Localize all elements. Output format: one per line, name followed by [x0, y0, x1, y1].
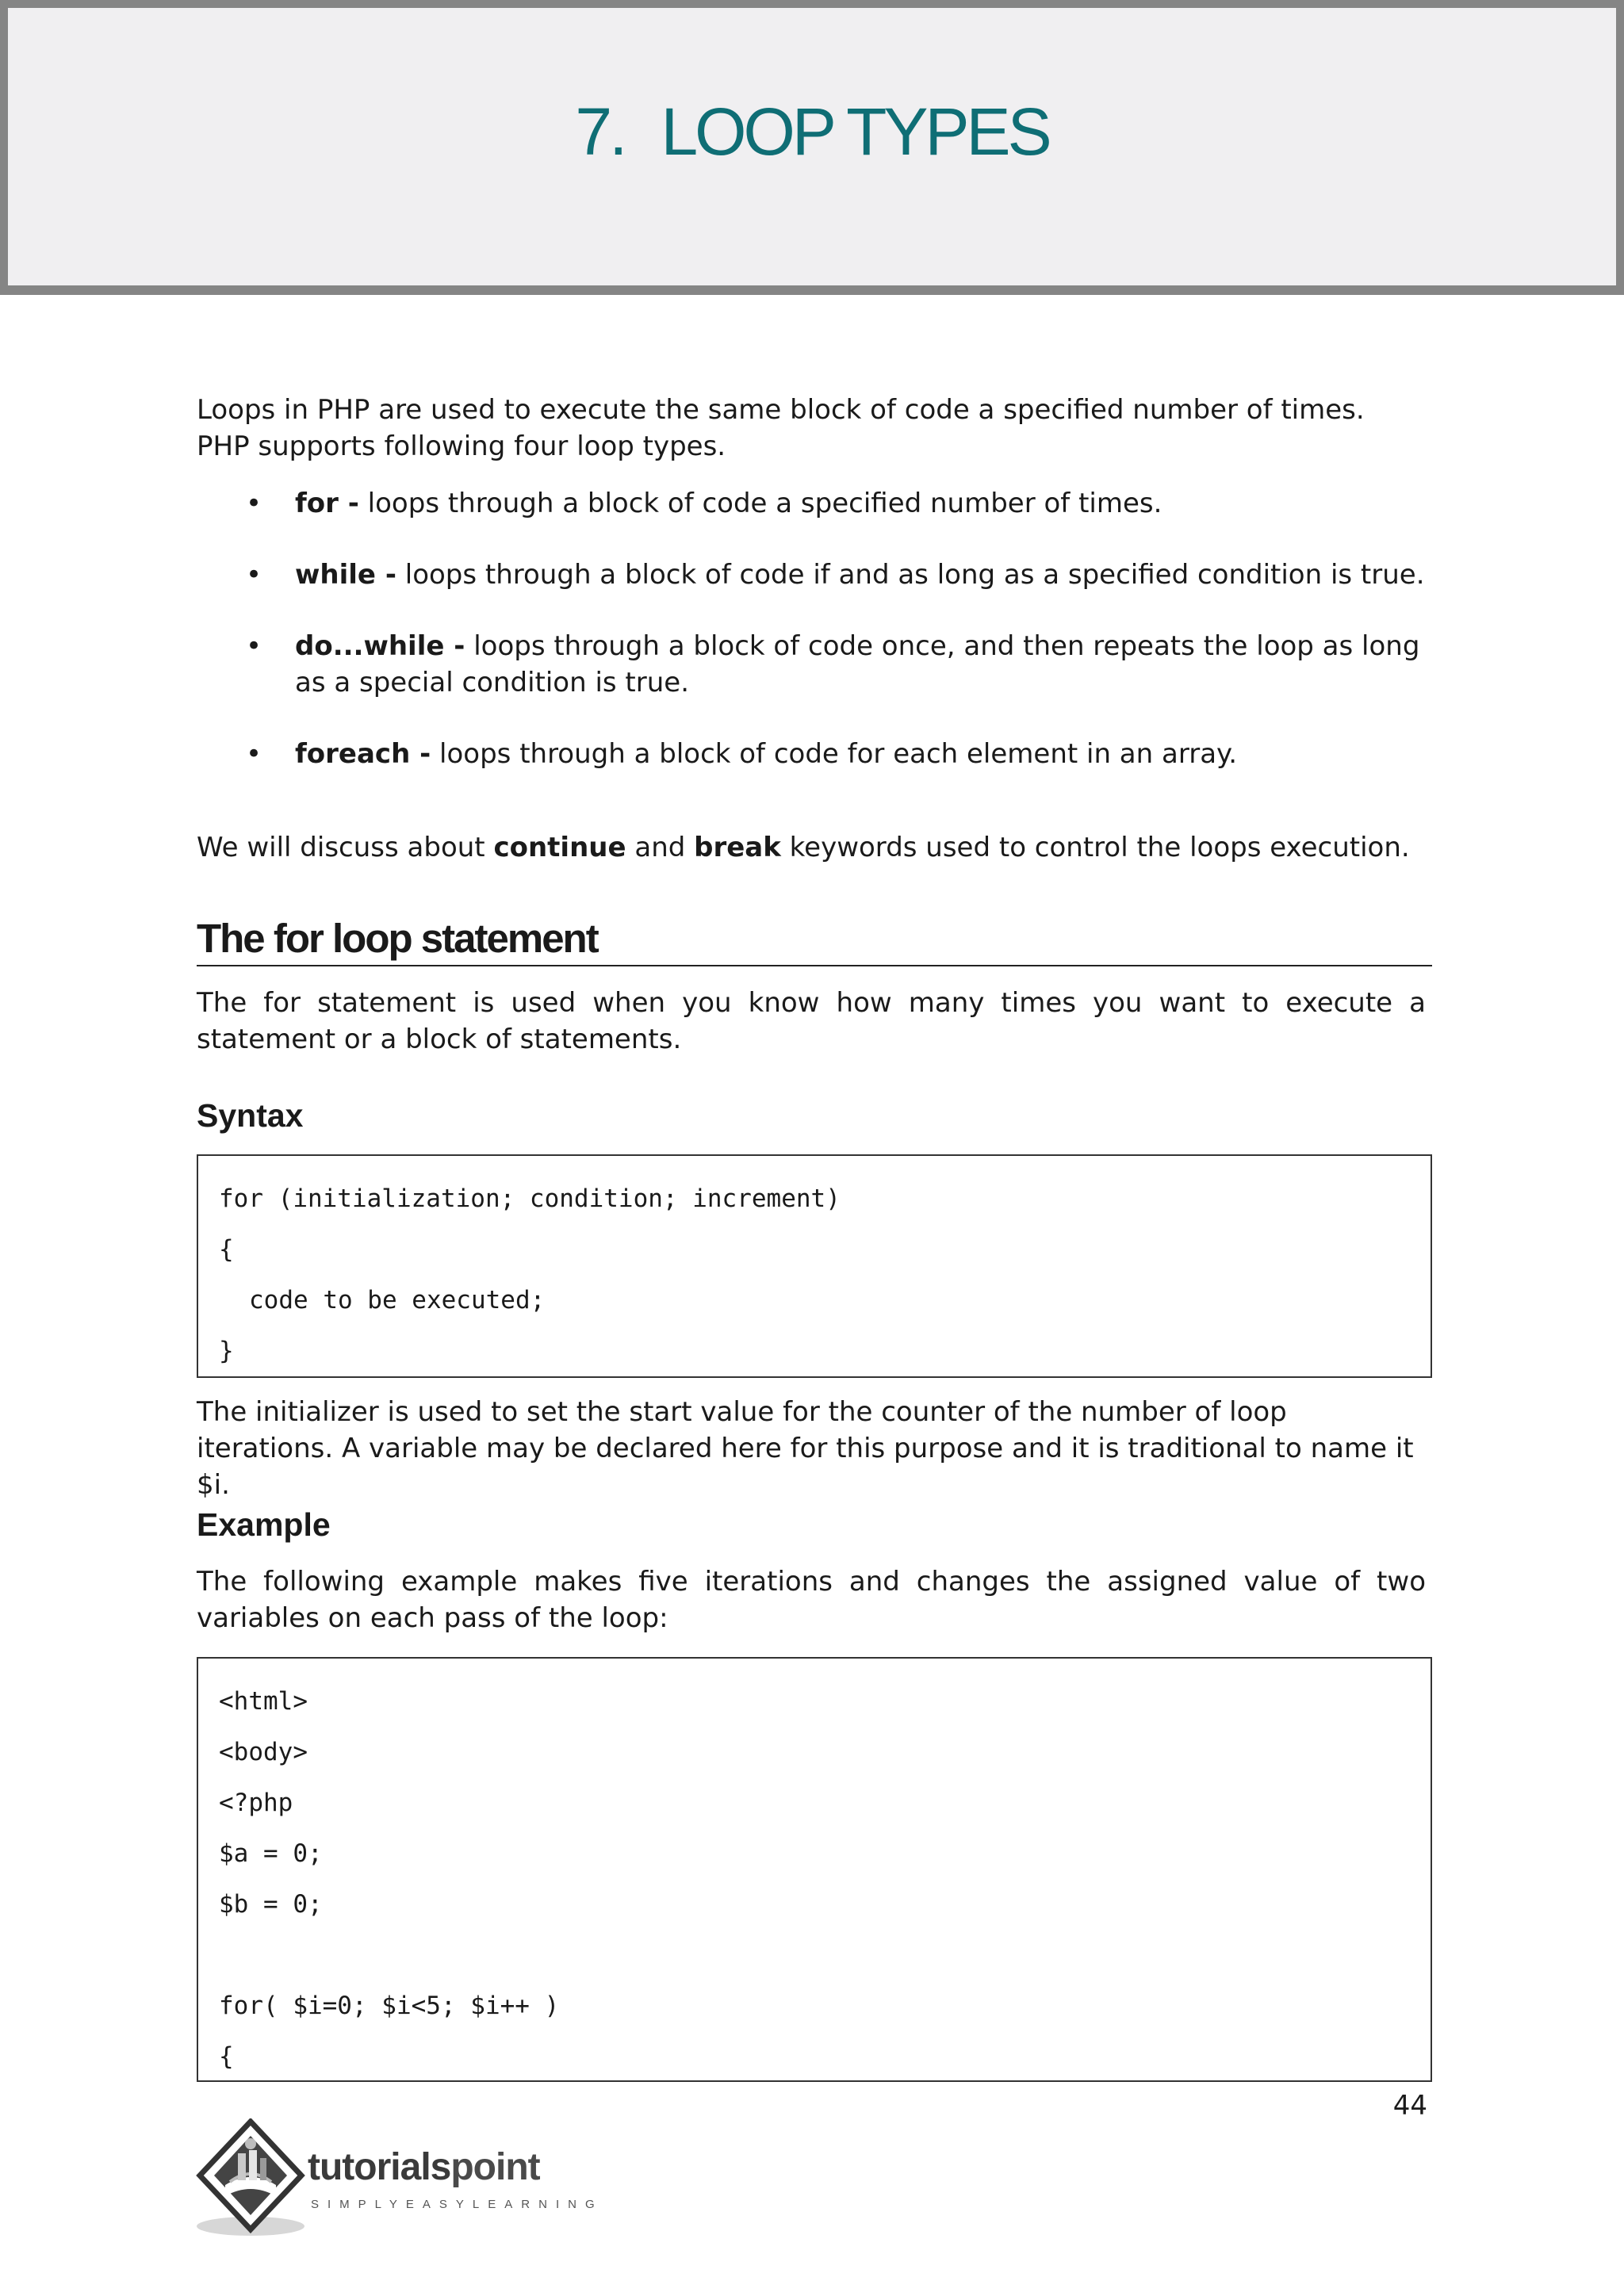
list-item-do-while: [197, 628, 1426, 701]
list-item-text: loops through a block of code for each element in an array.: [431, 738, 1238, 770]
chapter-title-text: LOOP TYPES: [661, 94, 1049, 169]
continue-keyword: continue: [493, 832, 626, 863]
text-span: keywords used to control the loops execution.: [780, 832, 1410, 863]
chapter-number: 7.: [575, 94, 625, 169]
list-item-text: loops through a block of code if and as long as a specified condition is true.: [396, 559, 1425, 591]
page-number: 44: [1392, 2090, 1427, 2122]
syntax-heading: Syntax: [197, 1097, 304, 1134]
code-line: for( $i=0; $i<5; $i++ ): [219, 1992, 560, 2020]
example-code-box: [197, 1657, 1432, 2082]
loop-types-list: [197, 485, 1426, 807]
keyword: foreach -: [295, 738, 431, 770]
code-line: $b = 0;: [219, 1890, 323, 1919]
syntax-code-box: [197, 1154, 1432, 1378]
section-heading: The for loop statement: [197, 915, 1432, 966]
example-description: The following example makes five iterations and changes the assigned value of two variables on each pass of the loop:: [197, 1566, 1426, 1634]
code-line: [219, 1930, 1410, 1980]
chapter-banner: [0, 0, 1624, 295]
logo-word-main: tutorials: [308, 2146, 451, 2188]
logo-wordmark: [308, 2145, 540, 2189]
keyword: while -: [295, 559, 396, 591]
for-description: The for statement is used when you know how many times you want to execute a statement or a block of statements.: [197, 987, 1426, 1055]
list-item-for: [197, 485, 1426, 522]
logo-diamond-icon: [195, 2118, 306, 2245]
code-line: for (initialization; condition; increment): [219, 1184, 841, 1213]
code-line: <html>: [219, 1687, 308, 1716]
code-line: }: [219, 1337, 234, 1365]
initializer-paragraph: The initializer is used to set the start value for the counter of the number of loop iterations. A variable may be declared here for this purpose and it is traditional to name it $i.: [197, 1396, 1414, 1501]
break-keyword: break: [694, 832, 781, 863]
chapter-title: [8, 94, 1616, 170]
text-span: and: [626, 832, 695, 863]
intro-paragraph: Loops in PHP are used to execute the same block of code a specified number of times. PHP supports following four loop types.: [197, 394, 1365, 462]
code-line: {: [219, 1235, 234, 1264]
code-line: <body>: [219, 1738, 308, 1766]
text-span: We will discuss about: [197, 832, 494, 863]
list-item-while: [197, 557, 1426, 593]
tutorialspoint-logo: [195, 2118, 603, 2245]
keyword: for -: [295, 488, 359, 519]
list-item-text: loops through a block of code once, and then repeats the loop as long as a special condition is true.: [295, 630, 1420, 698]
code-line: {: [219, 2042, 234, 2071]
discuss-paragraph: [197, 829, 1426, 866]
code-line: code to be executed;: [249, 1286, 546, 1314]
example-heading: Example: [197, 1506, 331, 1543]
logo-tagline: SIMPLYEASYLEARNING: [311, 2198, 603, 2211]
logo-word-accent: point: [450, 2146, 540, 2188]
list-item-text: loops through a block of code a specified number of times.: [358, 488, 1162, 519]
code-line: $a = 0;: [219, 1839, 323, 1868]
keyword: do...while -: [295, 630, 465, 662]
list-item-foreach: [197, 736, 1426, 772]
code-line: <?php: [219, 1789, 293, 1817]
